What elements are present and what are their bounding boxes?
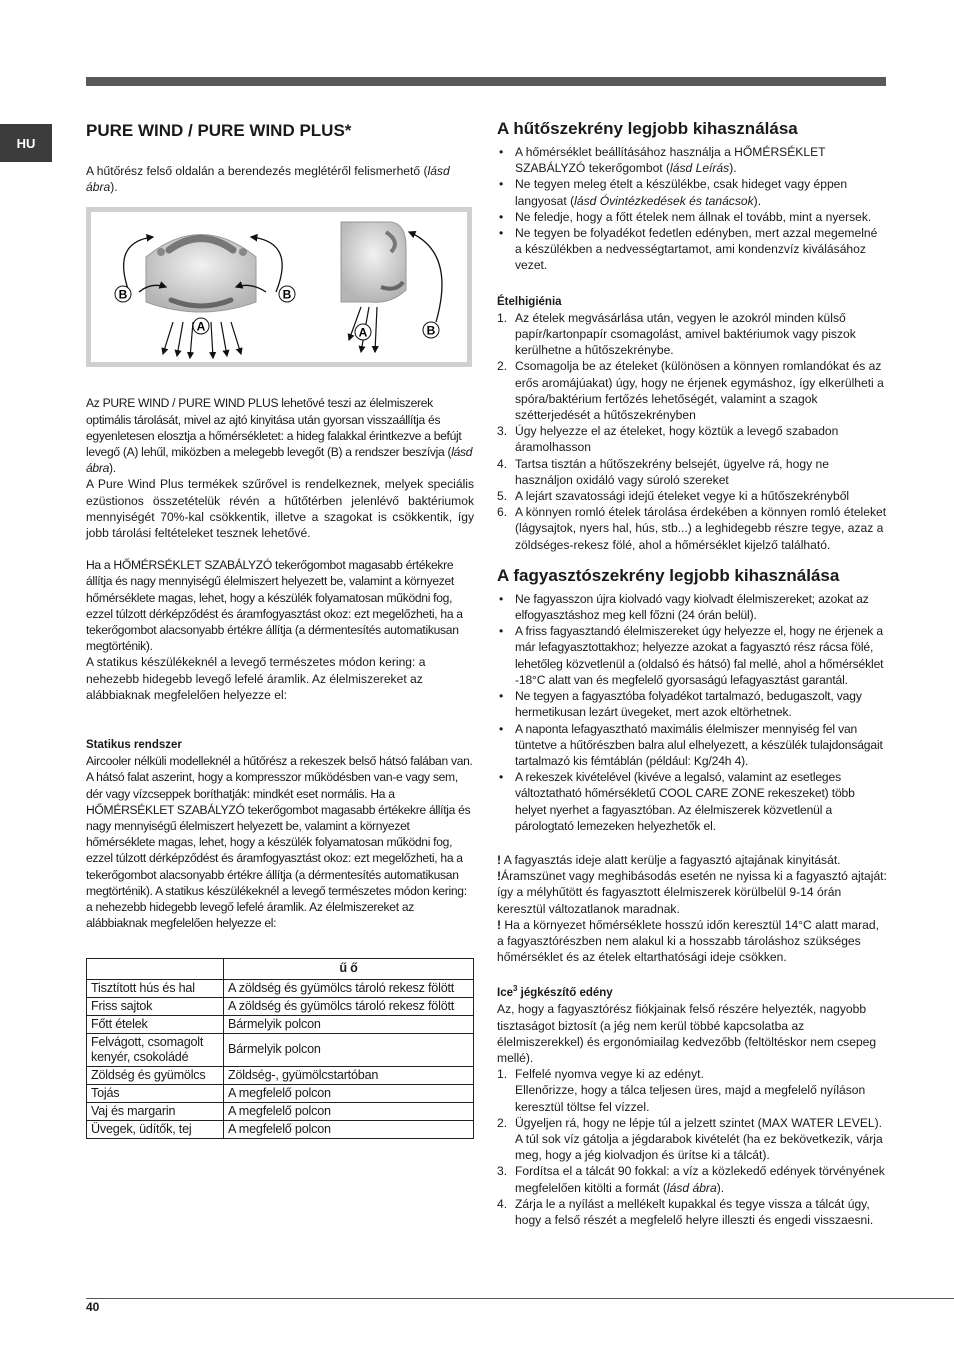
- list-item: 1. Az ételek megvásárlása után, vegyen le azokról minden külső papír/kartonpapír csomagolást, amivel baktériumok vagy piszok kerülhetne a hűtőszekrénybe.: [497, 310, 856, 358]
- table-header-cell: ű ő: [224, 958, 474, 979]
- ice-tray-intro: Az, hogy a fagyasztórész fiókjainak felső részére helyezték, nagyobb tisztaságot biztosít (a jég nem kerül többé kapcsolatba az élelmiszerekkel) és ergonómiailag kedvezőbb (feltöltéskor nem csepeg mellé).: [497, 1002, 877, 1065]
- table-cell: Friss sajtok: [87, 997, 224, 1015]
- list-item: • A rekeszek kivételével (kivéve a legalsó, valamint az esetleges változtatható hőmérsékletű COOL CARE ZONE rekeszeket) több helyet nyerhet a fagyasztóban. Az élelmiszerek közvetlenül a párologtató lemezeken helyezhetők el.: [497, 769, 887, 834]
- warning-item: ! A fagyasztás ideje alatt kerülje a fagyasztó ajtajának kinyitását.: [497, 852, 841, 867]
- table-row: [87, 1084, 474, 1102]
- table-cell: Vaj és margarin: [87, 1102, 224, 1120]
- section-title-fridge: A hűtőszekrény legjobb kihasználása: [497, 119, 798, 138]
- fan-housing-side: [341, 222, 406, 302]
- table-cell: A megfelelő polcon: [224, 1102, 474, 1120]
- table-cell: A megfelelő polcon: [224, 1120, 474, 1138]
- list-item: 4. Tartsa tisztán a hűtőszekrény belsejét, ügyelve rá, hogy ne használjon oxidáló vagy súroló szereket: [497, 456, 829, 487]
- food-placement-table: [86, 958, 474, 1139]
- table-cell: Főtt ételek: [87, 1015, 224, 1033]
- left-column: [86, 120, 474, 1139]
- pure-wind-plus-paragraph: A Pure Wind Plus termékek szűrővel is rendelkeznek, melyek speciális ezüstionos összetételük révén a hűtőtérben jelenlévő baktériumok mennyiségét 70%-kal csökkentik, illetve a szagokat is csökkentik, így jobb tárolási feltételeket tesznek lehetővé.: [86, 477, 474, 541]
- static-system-title: Statikus rendszer: [86, 739, 182, 752]
- list-item: • A naponta lefagyasztható maximális élelmiszer mennyiség fel van tüntetve a hűtőrészben balra alul elhelyezett, a készülék tulajdonságait tartalmazó kis fémtáblán (például: Kg/24h 4).: [497, 721, 887, 770]
- table-row: [87, 1066, 474, 1084]
- list-item: 1. Felfelé nyomva vegye ki az edényt. Ellenőrizze, hogy a tálca teljesen üres, majd a megfelelő nyíláson keresztül töltse fel vízzel.: [497, 1067, 866, 1114]
- thermostat-paragraph: Ha a HŐMÉRSÉKLET SZABÁLYZÓ tekerőgombot magasabb értékekre állítja és nagy mennyiségű élelmiszert helyezett be, valamint a környezet hőmérséklete magas, lehet, hogy a készülék folyamatosan működni fog, ezzel túlzott dérképződést és áramfogyasztást okoz: ezt megelőzheti, ha a tekerőgombot alacsonyabb értékre állítja (a dérmentesítés automatikusan megtörténik).: [86, 558, 463, 654]
- list-item: • A hőmérséklet beállításához használja a HŐMÉRSÉKLET SZABÁLYZÓ tekerőgombot (lásd Leírás).: [497, 144, 887, 176]
- pure-wind-paragraph: Az PURE WIND / PURE WIND PLUS lehetővé teszi az élelmiszerek optimális tárolását, mivel az ajtó kinyitása után gyorsan visszaállítja és egyenletesen elosztja a hőmérsékletet: a hideg falakkal érintkezve a befújt levegő (A) lehűl, miközben a melegebb levegőt (B) a rendszer beszívja (lásd ábra).: [86, 396, 473, 476]
- header-rule: [86, 77, 886, 86]
- section-title-freezer: A fagyasztószekrény legjobb kihasználása: [497, 565, 840, 585]
- warning-item: ! Ha a környezet hőmérséklete hosszú időn keresztül 14°C alatt marad, a fagyasztórészben nem alakul ki a hosszabb tároláshoz szükséges hőmérséklet és az ételek eltarthatósági ideje csökken.: [497, 917, 879, 965]
- table-cell: Zöldség-, gyümölcstartóban: [224, 1066, 474, 1084]
- list-item: • Ne fagyasszon újra kiolvadó vagy kiolvadt élelmiszereket; azokat az elfogyasztáshoz meg kell főzni (24 órán belül).: [497, 591, 887, 623]
- label-b-left: B: [118, 287, 128, 302]
- warnings: [497, 852, 887, 965]
- list-item: • Ne tegyen be folyadékot fedetlen edényben, mert azzal megemelné a készülékben a nedvességtartamot, ami kondenzvíz kiválásához vezet.: [497, 225, 887, 274]
- airflow-illustration: [91, 212, 467, 362]
- table-header-cell: [87, 958, 224, 979]
- right-column: [497, 118, 887, 1228]
- table-cell: Zöldség és gyümölcs: [87, 1066, 224, 1084]
- table-header-row: [87, 958, 474, 979]
- section-title-pure-wind: PURE WIND / PURE WIND PLUS*: [86, 121, 352, 140]
- table-row: [87, 1102, 474, 1120]
- table-cell: A zöldség és gyümölcs tároló rekesz fölött: [224, 997, 474, 1015]
- table-row: [87, 1120, 474, 1138]
- table-cell: A zöldség és gyümölcs tároló rekesz fölött: [224, 979, 474, 997]
- label-a-side: A: [358, 325, 368, 340]
- table-row: [87, 1033, 474, 1066]
- page-number: 40: [86, 1300, 100, 1314]
- label-b-side: B: [426, 323, 436, 338]
- table-cell: Tisztított hús és hal: [87, 979, 224, 997]
- table-cell: Üvegek, üdítők, tej: [87, 1120, 224, 1138]
- list-item: 3. Úgy helyezze el az ételeket, hogy köztük a levegő szabadon áramolhasson: [497, 424, 839, 455]
- table-row: [87, 979, 474, 997]
- intro-text: A hűtőrész felső oldalán a berendezés meglétéről felismerhető (lásd ábra).: [86, 164, 450, 195]
- list-item: • Ne feledje, hogy a főtt ételek nem állnak el tovább, mint a nyersek.: [497, 209, 887, 225]
- fridge-tips-list: [497, 144, 887, 274]
- ice-tray-title: Ice$^3$ jégkészítő edény: [497, 984, 613, 1000]
- fan-housing-front: [146, 235, 256, 313]
- table-cell: Bármelyik polcon: [224, 1015, 474, 1033]
- table-cell: Bármelyik polcon: [224, 1033, 474, 1066]
- list-item: 3. Fordítsa el a tálcát 90 fokkal: a víz a közlekedő edények törvényének megfelelően kitölti a formát (lásd ábra).: [497, 1164, 885, 1195]
- hygiene-title: Ételhigiénia: [497, 295, 562, 308]
- list-item: 2. Csomagolja be az ételeket (különösen a könnyen romlandókat és az erős aromájúakat) úgy, hogy ne érjenek egymáshoz, így elkerülheti a spóra/baktérium fertőzés lehetőségét, valamint a szagok szétterjedését a hűtőszekrényben: [497, 359, 884, 423]
- list-item: 5. A lejárt szavatossági idejű ételeket vegye ki a hűtőszekrényből: [497, 489, 850, 504]
- static-system-text: Aircooler nélküli modelleknél a hűtőrész a rekeszek belső hátsó falában van. A hátsó falat aszerint, hogy a kompresszor működésben van-e vagy sem, dér vagy vízcseppek boríthatják: mindkét eset normális. Ha a HŐMÉRSÉKLET SZABÁLYZÓ tekerőgombot magasabb értékekre állítja és nagy mennyiségű élelmiszert helyezett be, valamint a környezet hőmérséklete magas, lehet, hogy a készülék folyamatosan működni fog, ezzel túlzott dérképződést és áramfogyasztást okoz: ezt megelőzheti, ha a tekerőgombot alacsonyabb értékre állítja (a dérmentesítés automatikusan megtörténik). A statikus készülékeknél a levegő természetes módon kering: a nehezebb hidegebb levegő lefelé áramlik. Az élelmiszereket az alábbiaknak megfelelően helyezze el:: [86, 754, 473, 931]
- static-airflow-paragraph: A statikus készülékeknél a levegő természetes módon kering: a nehezebb hidegebb levegő lefelé áramlik. Az élelmiszereket az alábbiaknak megfelelően helyezze el:: [86, 655, 426, 702]
- list-item: 4. Zárja le a nyílást a mellékelt kupakkal és tegye vissza a tálcát úgy, hogy a felső részét a megfelelő helyre illeszti és engedi visszaesni.: [497, 1196, 874, 1228]
- label-a-front: A: [196, 319, 206, 334]
- list-item: 6. A könnyen romló ételek tárolása érdekében a könnyen romló ételeket (lágysajtok, nyers hal, hús, stb...) a leghidegebb részre tegye, azaz a zöldséges-rekesz fölé, ahol a hőmérséklet kijelző található.: [497, 505, 887, 552]
- table-cell: Felvágott, csomagolt kenyér, csokoládé: [87, 1033, 224, 1066]
- label-b-right: B: [282, 287, 292, 302]
- table-row: [87, 997, 474, 1015]
- list-item: • A friss fagyasztandó élelmiszereket úgy helyezze el, hogy ne érjenek a már lefagyasztottakhoz; helyezze azokat a fagyasztó rész rácsa fölé, lehetőleg közvetlenül a (oldalsó és hátsó) fal mellé, ahol a hőmérséklet -18°C alatt van és megfelelő gyorsaságú lefagyasztást garantál.: [497, 623, 887, 688]
- footer-rule: [86, 1298, 954, 1299]
- freezer-tips-list: [497, 591, 887, 834]
- ice-tray-steps: [497, 1066, 887, 1228]
- list-item: • Ne tegyen meleg ételt a készülékbe, csak hideget vagy éppen langyosat (lásd Óvintézkedések és tanácsok).: [497, 176, 887, 208]
- table-cell: Tojás: [87, 1084, 224, 1102]
- table-row: [87, 1015, 474, 1033]
- list-item: 2. Ügyeljen rá, hogy ne lépje túl a jelzett szintet (MAX WATER LEVEL). A túl sok víz gátolja a jégdarabok kivételét (ha ez bekövetkezik, várja meg, hogy a jég kiolvadjon és ürítse ki a tálcát).: [497, 1115, 883, 1163]
- hygiene-list: [497, 310, 887, 553]
- language-tab: HU: [0, 124, 52, 162]
- table-cell: A megfelelő polcon: [224, 1084, 474, 1102]
- list-item: • Ne tegyen a fagyasztóba folyadékot tartalmazó, bedugaszolt, vagy hermetikusan lezárt üvegeket, mert azok eltörhetnek.: [497, 688, 887, 720]
- airflow-figure: [86, 207, 472, 367]
- warning-item: !Áramszünet vagy meghibásodás esetén ne nyissa ki a fagyasztó ajtaját: így a mélyhűtött és fagyasztott élelmiszerek körülbelül 9-14 órán keresztül változatlanok maradnak.: [497, 869, 887, 916]
